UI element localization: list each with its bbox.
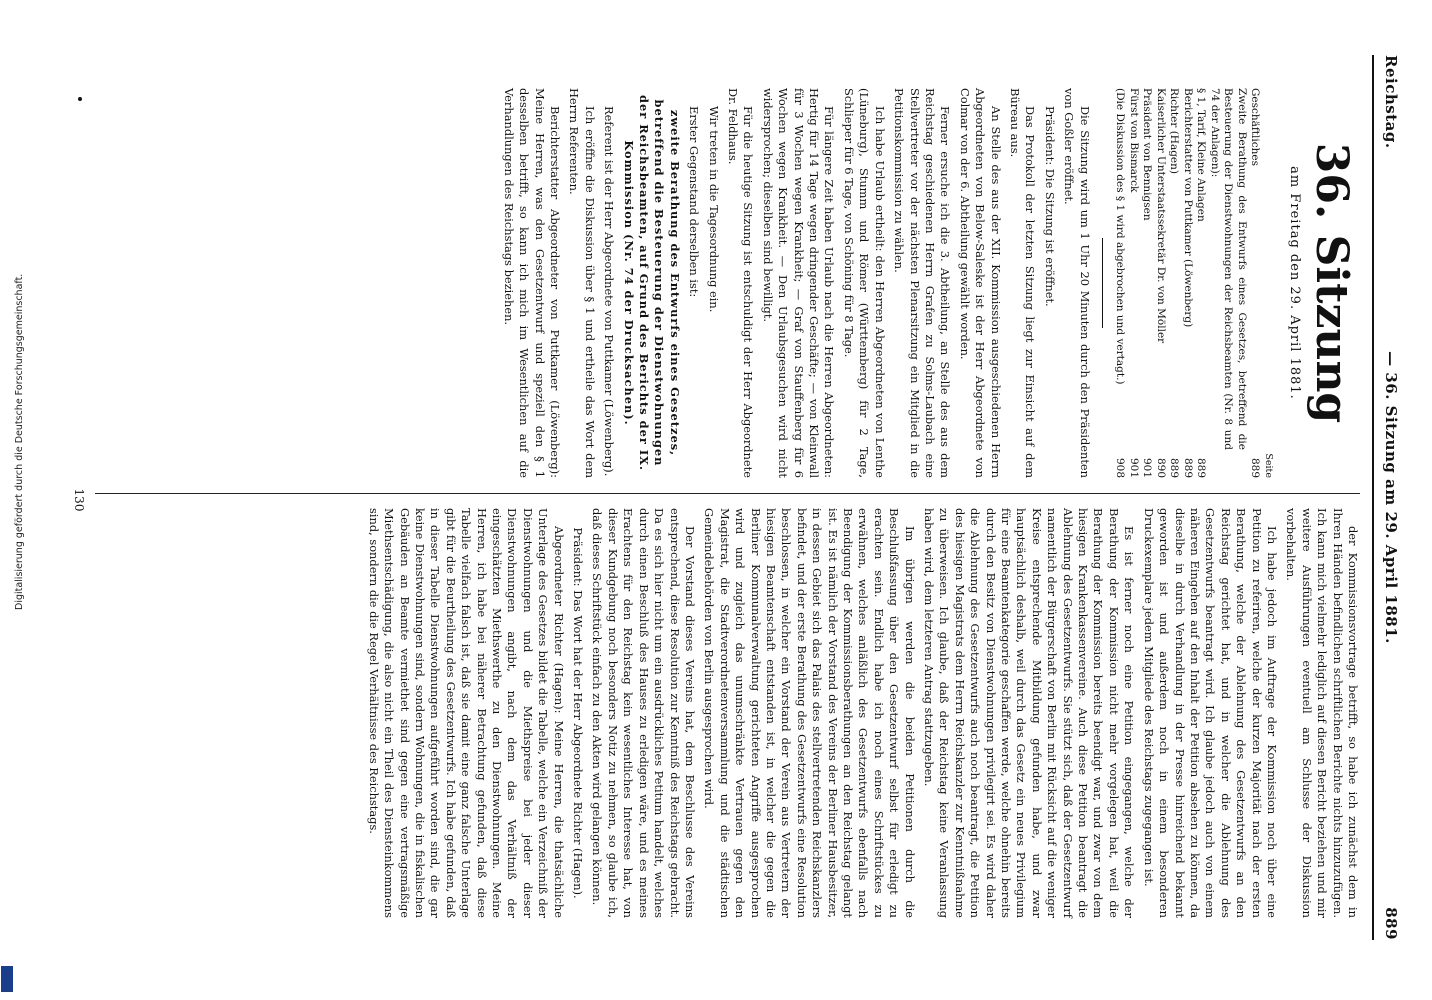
page-number: 130 (72, 488, 86, 512)
paragraph: Für längere Zeit haben Urlaub nach die Herren Abgeordneten: Hertig für 14 Tage wegen dringender Geschäfte; — von Kleinwall für 3 Wochen wegen Krankheit; — Graf von Stauffenberg für 6 Wochen wegen Krankheit. — Den Urlaubsgesuchen wird nicht widersprochen; dieselben sind bewilligt. (760, 88, 837, 478)
header-left: Reichstag. (1382, 55, 1400, 149)
paragraph: An Stelle des aus der XII. Kommission ausgeschiedenen Herrn Abgeordneten von Below-Saleske ist der Herr Abgeordnete von Colmar von der 6. Abtheilung gewählt worden. (957, 88, 1003, 478)
paragraph: Die Sitzung wird um 1 Uhr 20 Minuten durch den Präsidenten von Goßler eröffnet. (1062, 88, 1092, 478)
toc-entry-page: 889 (1168, 457, 1181, 478)
header-page-number: 889 (1382, 907, 1400, 940)
toc-list (1113, 88, 1262, 478)
toc-entry-text: Geschäftliches (1249, 88, 1262, 166)
toc-entry-text: Berichterstatter von Puttkamer (Löwenberg) (1181, 88, 1194, 328)
digitization-credit-strip (0, 0, 25, 1000)
toc-entry-text: § 1, Tarif, Kleine Anlagen (1195, 88, 1208, 222)
header-center: — 36. Sitzung am 29. April 1881. (1382, 351, 1400, 644)
paragraph: Referent ist der Herr Abgeordnete von Puttkamer (Löwenberg). (602, 106, 617, 477)
paragraph: Ich habe Urlaub ertheilt: den Herren Abgeordneten von Lenthe (Lüneburg), Stumm und Römer (Württemberg) für 2 Tage, Schlieper für 6 Tage, von Schöning für 8 Tage. (841, 88, 887, 478)
toc-entry-text: Präsident von Bennigsen (1141, 88, 1154, 221)
paragraph: Es ist ferner noch eine Petition eingegangen, welche der Berathung der Kommission nicht mehr vorgelegen hat, weil die Berathung der Kommission bereits beendigt war, und zwar von dem hiesigen Krankenkassenvereine. Auch diese Petition beantragt die Ablehnung des Gesetzentwurfs. Sie stützt sich, daß der Gesetzentwurf namentlich der Bürgerschaft von Berlin mit Rücksicht auf die weniger Kreise entsprechende Mitbildung gefunden habe, und zwar hauptsächlich deshalb, weil durch das Gesetz ein neues Privilegium für eine Beamtenkategorie geschaffen werde, welche ohnehin bereits durch den Besitz von Dienstwohnungen privilegirt sei. Es wird daher die Ablehnung des Gesetzentwurfs auch noch beantragt, die Petition des hiesigen Magistrats dem Herrn Reichskanzler zur Kenntnißnahme zu überweisen. Ich glaube, daß der Reichstag keine Veranlassung haben wird, dem letzteren Antrag stattzugeben. (922, 508, 1137, 918)
toc-entry (1180, 88, 1194, 478)
toc-page-label: Seite (1262, 453, 1274, 478)
president-statement: Präsident: Das Wort hat der Herr Abgeordnete Richter (Hagen). (571, 527, 586, 899)
left-paragraphs (686, 88, 1092, 478)
right-paragraphs (589, 508, 1360, 918)
paragraph: Ich eröffne die Diskussion über § 1 und ertheile das Wort dem Herrn Referenten. (567, 88, 597, 478)
toc-entry (1140, 88, 1154, 478)
session-date: am Freitag den 29. April 1881. (1287, 166, 1302, 400)
logo-text: DFG (13, 956, 21, 973)
dfg-logo-icon (1, 956, 21, 992)
right-after-paragraphs (365, 508, 565, 918)
divider (1102, 238, 1103, 328)
paragraph: der Kommissionsvortrage betrifft, so habe ich zunächst dem in Ihren Händen befindlichen schriftlichen Berichte nichts hinzuzufügen. Ich kann mich vielmehr lediglich auf diesen Bericht beziehen und mir weitere Ausführungen eventuell am Schlusse der Diskussion vorbehalten. (1284, 508, 1360, 918)
toc-entry-text: Fürst von Bismarck (1127, 88, 1140, 193)
toc-entry (1194, 88, 1208, 478)
paragraph: Der Vorstand dieses Vereins hat, dem Beschlusse des Vereins entsprechend, diese Resolution zur Kenntniß des Reichstags gebracht. Da es sich hier nicht um ein ausdrückliches Petitum handelt, welches durch einen Beschluß des Hauses zu erledigen wäre, und es meines Erachtens für den Reichstag kein wesentliches Interesse hat, von dieser Kundgebung noch besonders Notiz zu nehmen, so glaube ich, daß dieses Schriftstück einfach zu den Akten wird gelangen können. (590, 508, 697, 918)
toc-entry (1248, 88, 1262, 478)
toc-entry-page: 890 (1154, 457, 1167, 478)
toc-entry-page: 908 (1114, 457, 1127, 478)
header-rule (1372, 55, 1374, 940)
table-of-contents (1113, 88, 1275, 478)
toc-entry-page (1207, 450, 1248, 478)
running-header (1376, 55, 1400, 940)
toc-entry (1113, 88, 1127, 478)
agenda-item: zweite Berathung des Entwurfs eines Gesetzes, betreffend die Besteuerung der Dienstwohnungen der Reichsbeamten, auf Grund des Berichts der IX. Kommission (Nr. 74 der Drucksachen). (621, 95, 682, 471)
toc-entry (1167, 88, 1181, 478)
speck (78, 97, 82, 101)
toc-entry-text: (Die Diskussion des § 1 wird abgebrochen und vertagt.) (1114, 88, 1127, 385)
toc-entry-text: Kaiserlicher Unterstaatssekretär Dr. von Möller (1154, 88, 1167, 344)
toc-entry-page: 889 (1249, 457, 1262, 478)
paragraph: Ferner ersuche ich die 3. Abtheilung, an Stelle des aus dem Reichstag geschiedenen Herrn Grafen zu Solms-Laubach eine Stellvertreter vor der nächsten Plenarsitzung ein Mitglied in die Petitionskommission zu wählen. (892, 88, 953, 478)
toc-entry-text: Richter (Hagen) (1168, 88, 1181, 175)
digitization-credit: Digitalisierung gefördert durch die Deutsche Forschungsgemeinschaft. (14, 273, 25, 610)
toc-entry-page: 889 (1181, 457, 1194, 478)
paragraph: Präsident: Die Sitzung ist eröffnet. (1042, 106, 1057, 307)
toc-entry-text: Zweite Berathung des Entwurfs eines Gesetzes, betreffend die Besteuerung der Dienstwohnungen der Reichsbeamten (Nr. 8 und 74 der Anlagen): (1208, 88, 1248, 450)
paragraph: Ich habe jedoch im Auftrage der Kommission noch über eine Petition zu referiren, welche der kurzen Majorität nach der ersten Berathung, welche der Ablehnung des Gesetzentwurfs an den Reichstag gerichtet hat, und in welcher die Ablehnung des Gesetzentwurfs beantragt wird. Ich glaube jedoch auch von einem näheren Eingehen auf den Inhalt der Petition absehen zu können, da dieselbe in durch Verhandlung in der Presse hinreichend bekannt geworden ist und außerdem noch in einem besonderen Druckexemplare jedem Mitgliede des Reichstags zugegangen ist. (1141, 508, 1279, 918)
left-column (496, 88, 1360, 478)
column-divider (95, 493, 1360, 494)
toc-entry (1153, 88, 1167, 478)
toc-entry-page: 901 (1127, 457, 1140, 478)
toc-entry (1207, 88, 1248, 478)
left-after-paragraphs (500, 88, 616, 478)
paragraph: Berichterstatter Abgeordneter von Puttkamer (Löwenberg): Meine Herren, was den Gesetzentwurf und speziell den § 1 desselben betrifft, so kann ich mich im Wesentlichen auf die Verhandlungen des Reichstags beziehen. (501, 88, 562, 478)
paragraph: Wir treten in die Tagesordnung ein. (706, 106, 721, 313)
paragraph: Abgeordneter Richter (Hagen): Meine Herren, die thatsächliche Unterlage des Gesetzes bildet die Tabelle, welche ein Verzeichniß der Dienstwohnungen und die Miethspreise bei jeder dieser Dienstwohnungen angibt, nach dem das Verhältniß der eingeschätzten Miethswerthe zu den Dienstwohnungen. Meine Herren, ich habe bei näherer Betrachtung gefunden, daß diese Tabelle vielfach falsch ist, daß sie damit eine ganz falsche Unterlage gibt für die Beurtheilung des Gesetzentwurfs. Ich habe gefunden, daß in dieser Tabelle Dienstwohnungen aufgeführt worden sind, die gar keine Dienstwohnungen sind, sondern Wohnungen, die in fiskalischen Gebäuden an Beamte vermiethet sind gegen eine vertragsmäßige Miethsentschädigung, die also nicht ein Theil des Diensteinkommens sind, sondern die die Regel Verhältnisse des Reichstags. (366, 508, 566, 918)
paragraph: Im übrigen werden die beiden Petitionen durch die Beschlußfassung über den Gesetzentwurf selbst für erledigt zu erachten sein. Endlich habe ich noch eines Schriftstückes zu erwähnen, welches anläßlich des Gesetzentwurfs ebenfalls nach Beendigung der Kommissionsberathungen an den Reichstag gelangt ist. Es ist nämlich der Vorstand des Vereins der Berliner Hausbesitzer, in dessen Gebiet sich das Palais des stellvertretenden Reichskanzlers befindet, und der erste Berathung des Gesetzentwurfs eine Resolution beschlossen, in welcher ein Vorstand der Verein aus Vertretern der hiesigen Beamtenschaft entstanden ist, in welcher die gegen die Berliner Kommunalverwaltung gerichteten Angriffe ausgesprochen wird und zugleich das unumschränkte Vertrauen gegen den Magistrat, die Stadtverordnetenversammlung und die städtischen Gemeindebehörden von Berlin ausgesprochen wird. (702, 508, 917, 918)
toc-entry (1126, 88, 1140, 478)
paragraph: Erster Gegenstand derselben ist: (687, 106, 702, 298)
toc-entry-page: 901 (1141, 457, 1154, 478)
right-column (361, 508, 1360, 918)
toc-entry-page: 889 (1195, 457, 1208, 478)
session-title: 36. Sitzung (1306, 142, 1357, 424)
paragraph: Das Protokoll der letzten Sitzung liegt zur Einsicht auf dem Büreau aus. (1007, 88, 1038, 478)
paragraph: Für die heutige Sitzung ist entschuldigt der Herr Abgeordnete Dr. Feldhaus. (726, 88, 756, 478)
